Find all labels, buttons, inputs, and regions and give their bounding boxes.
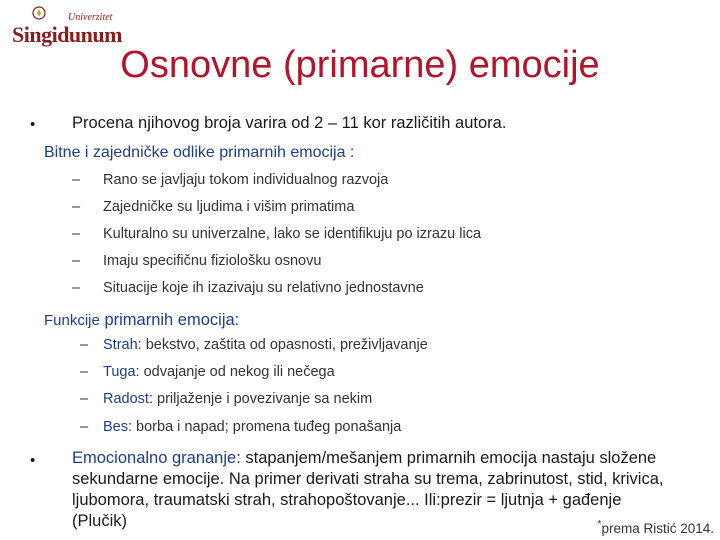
funkcija-item-strah	[103, 337, 428, 353]
odlike-item: Situacije koje ih izazivaju su relativno jednostavne	[103, 280, 424, 296]
footnote-mark: *	[597, 519, 602, 530]
logo-singidunum-text: Singidunum	[12, 22, 122, 47]
dash-marker: –	[80, 364, 89, 380]
grananje-text: : stapanjem/mešanjem primarnih emocija nastaju složene sekundarne emocije. Na primer derivati straha su trema, zabrinutost, stid, krivica, ljubomora, traumatski strah, strahopoštovanje... Ili:prezir = ljutnja + gađenje (Plučik)	[72, 449, 664, 530]
odlike-item: Zajedničke su ljudima i višim primatima	[103, 199, 355, 215]
funkcija-item-bes	[103, 419, 401, 435]
funkcija-text: : odvajanje od nekog ili nečega	[135, 364, 335, 380]
dash-marker: –	[72, 172, 81, 188]
funkcija-text: : borba i napad; promena tuđeg ponašanja	[128, 419, 402, 435]
dash-marker: –	[72, 253, 81, 269]
funkcija-text: : bekstvo, zaštita od opasnosti, preživljavanje	[137, 337, 428, 353]
odlike-item: Imaju specifičnu fiziološku osnovu	[103, 253, 322, 269]
odlike-item: Kulturalno su univerzalne, lako se identifikuju po izrazu lica	[103, 226, 482, 242]
grananje-highlight: Emocionalno grananje	[72, 449, 237, 467]
dash-marker: –	[72, 280, 81, 296]
logo-univerzitet-text: Univerzitet	[68, 12, 113, 23]
bullet-emocionalno-grananje	[72, 448, 672, 532]
university-logo	[8, 6, 122, 47]
bullet-marker: •	[30, 452, 36, 469]
keyword-radost: Radost	[103, 391, 149, 407]
dash-marker: –	[80, 337, 89, 353]
footnote	[598, 519, 714, 536]
footnote-text: prema Ristić 2014.	[601, 521, 714, 536]
funkcija-item-tuga	[103, 364, 335, 380]
odlike-item: Rano se javljaju tokom individualnog razvoja	[103, 172, 389, 188]
keyword-bes: Bes	[103, 419, 128, 435]
funkcije-rest: primarnih emocija:	[99, 311, 240, 329]
funkcije-prefix: Funkcije	[44, 312, 100, 329]
slide-title: Osnovne (primarne) emocije	[120, 44, 600, 86]
section-funkcije-heading	[44, 311, 239, 330]
bullet-marker: •	[30, 116, 36, 133]
dash-marker: –	[80, 391, 89, 407]
dash-marker: –	[72, 226, 81, 242]
section-odlike-heading: Bitne i zajedničke odlike primarnih emocija :	[44, 144, 355, 161]
funkcija-text: : priljaženje i povezivanje sa nekim	[148, 391, 373, 407]
dash-marker: –	[80, 419, 89, 435]
bullet-procena: Procena njihovog broja varira od 2 – 11 kor različitih autora.	[72, 114, 507, 132]
crest-icon	[32, 6, 46, 20]
keyword-strah: Strah	[103, 337, 138, 353]
dash-marker: –	[72, 199, 81, 215]
keyword-tuga: Tuga	[103, 364, 136, 380]
funkcija-item-radost	[103, 391, 372, 407]
